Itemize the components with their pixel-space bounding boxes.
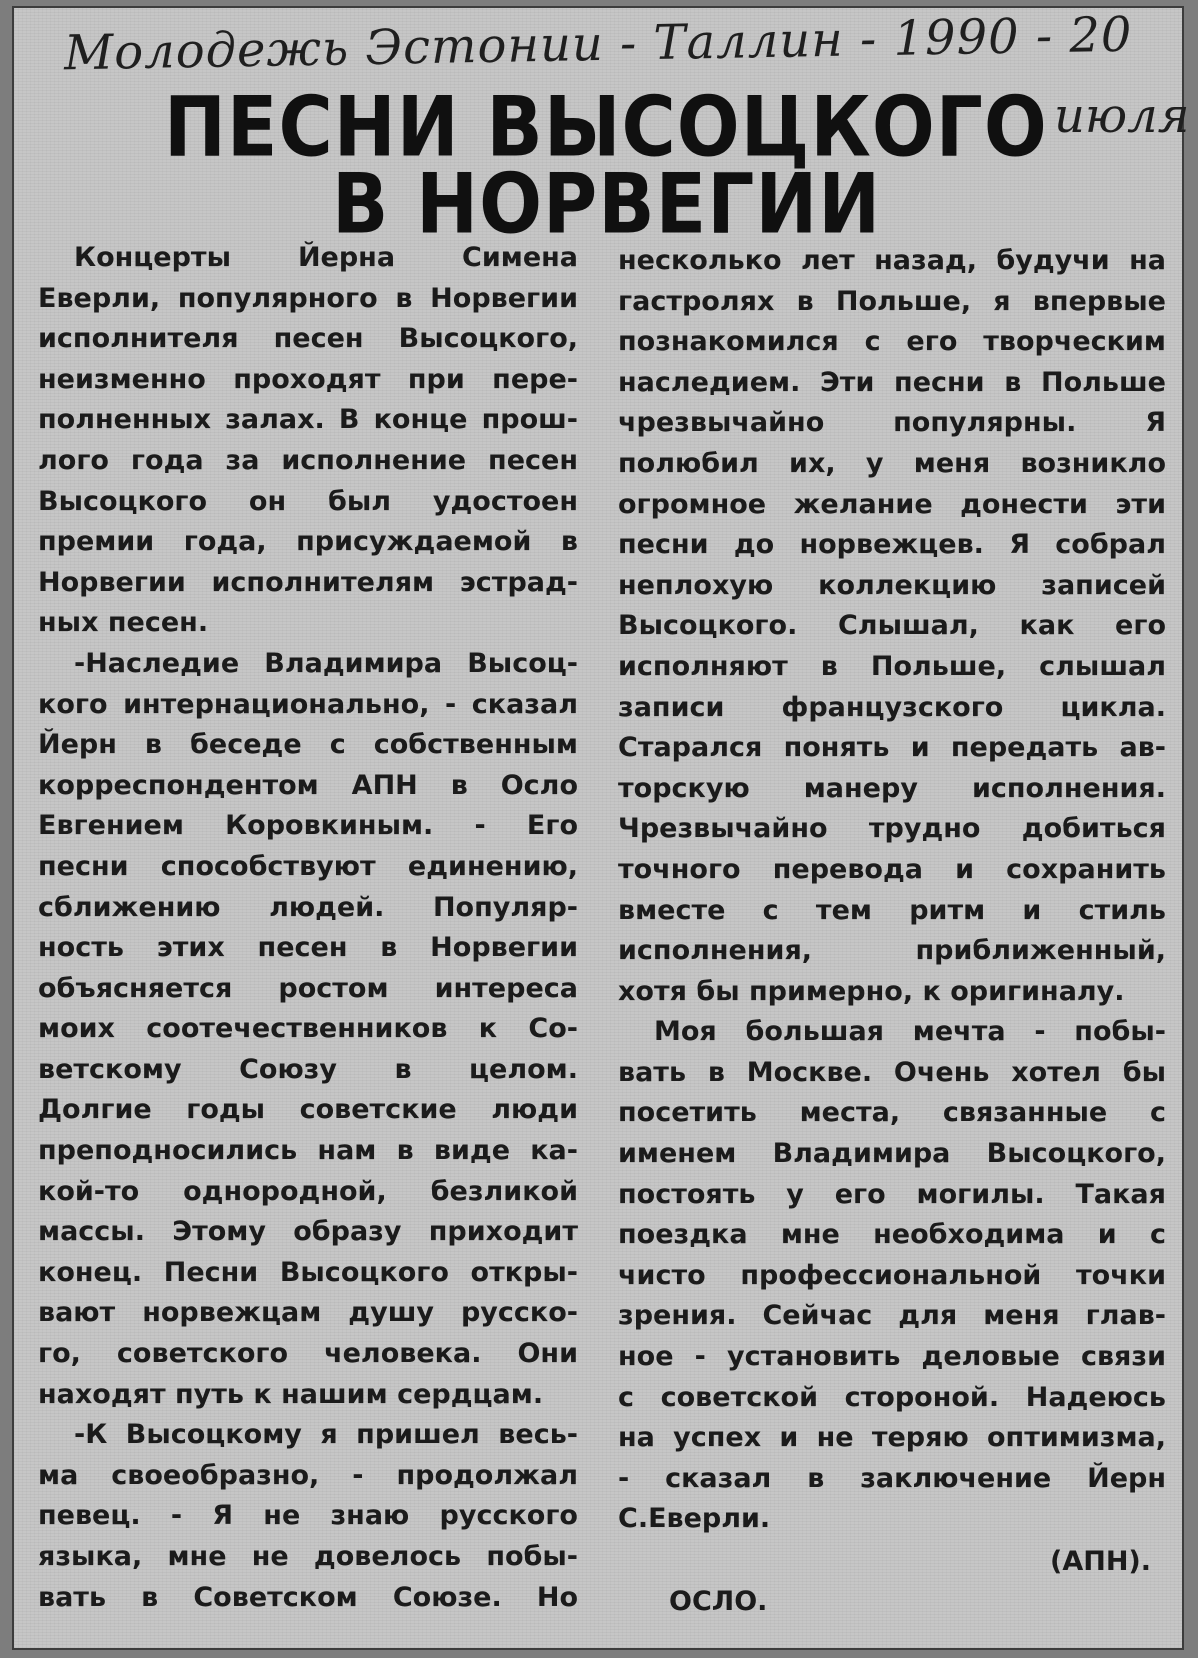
agency-credit: (АПН). [1050,1546,1152,1577]
text-line: зрения. Сейчас для меня глав- [618,1300,1166,1332]
text-line: Долгие годы советские люди [38,1094,578,1126]
text-line: неплохую коллекцию записей [618,569,1166,601]
text-line: Норвегии исполнителям эстрад- [38,566,578,598]
text-line: ность этих песен в Норвегии [38,932,578,964]
handwritten-source-note: Молодежь Эстонии - Таллин - 1990 - 20 [63,6,1133,82]
text-line: исполнения, приближенный, [618,935,1166,967]
text-line: ветскому Союзу в целом. [38,1053,578,1085]
newspaper-clipping [12,6,1190,1650]
text-line: вать в Москве. Очень хотел бы [618,1056,1166,1088]
text-line: певец. - Я не знаю русского [38,1500,578,1532]
article-left-column [38,238,578,1618]
text-line: песни до норвежцев. Я собрал [618,529,1166,561]
text-line: постоять у его могилы. Такая [618,1178,1166,1210]
headline-line-1: ПЕСНИ ВЫСОЦКОГО [164,79,1048,176]
text-line: вать в Советском Союзе. Но [38,1581,578,1613]
text-line: Еверли, популярного в Норвегии [38,282,578,314]
text-line: наследием. Эти песни в Польше [618,366,1166,398]
text-line: -К Высоцкому я пришел весь- [74,1419,578,1451]
text-line: ма своеобразно, - продолжал [38,1459,578,1491]
text-line: кого интернационально, - сказал [38,688,578,720]
text-line: Концерты Йерна Симена [74,242,578,273]
text-line: корреспондентом АПН в Осло [38,769,578,801]
text-line: посетить места, связанные с [618,1097,1166,1129]
text-line: именем Владимира Высоцкого, [618,1138,1166,1170]
text-line: кой-то однородной, безликой [38,1175,578,1207]
text-line: Старался понять и передать ав- [618,732,1166,764]
text-line: точного перевода и сохранить [618,853,1166,885]
text-line: познакомился с его творческим [618,326,1166,358]
text-line: ное - установить деловые связи [618,1341,1166,1373]
text-line: чисто профессиональной точки [618,1259,1166,1291]
text-line: находят путь к нашим сердцам. [38,1378,544,1410]
dateline: ОСЛО. [669,1586,768,1617]
text-line: объясняется ростом интереса [38,972,578,1004]
text-line: Высоцкого. Слышал, как его [618,610,1166,642]
text-line: Моя большая мечта - побы- [654,1016,1166,1048]
text-line: вают норвежцам душу русско- [38,1297,578,1329]
text-line: ных песен. [38,607,209,639]
text-line: неизменно проходят при пере- [38,363,578,395]
text-line: лого года за исполнение песен [38,444,578,476]
text-line: го, советского человека. Они [38,1338,578,1370]
text-line: массы. Этому образу приходит [38,1216,578,1248]
text-line: премии года, присуждаемой в [38,526,578,558]
text-line: языка, мне не довелось побы- [38,1541,578,1572]
text-line: Евгением Коровкиным. - Его [38,810,578,842]
text-line: хотя бы примерно, к оригиналу. [618,975,1125,1007]
text-line: песни способствуют единению, [38,850,578,882]
text-line: С.Еверли. [618,1503,771,1535]
text-line: полюбил их, у меня возникло [618,447,1166,479]
text-line: огромное желание донести эти [618,488,1166,520]
text-line: - сказал в заключение Йерн [618,1462,1166,1494]
text-line: полненных залах. В конце прош- [38,404,578,436]
text-line: преподносились нам в виде ка- [38,1135,578,1167]
text-line: сближению людей. Популяр- [38,891,578,923]
text-line: -Наследие Владимира Высоц- [74,647,578,679]
text-line: поездка мне необходима и с [618,1219,1166,1251]
text-line: исполняют в Польше, слышал [618,650,1166,682]
text-line: с советской стороной. Надеюсь [618,1381,1166,1413]
handwritten-month-note: июля [1054,88,1190,144]
text-line: Йерн в беседе с собственным [38,729,578,761]
headline-line-2: В НОРВЕГИИ [332,156,882,253]
text-line: исполнителя песен Высоцкого, [38,323,578,355]
text-line: торскую манеру исполнения. [618,772,1166,804]
text-line: Высоцкого он был удостоен [38,485,578,517]
text-line: гастролях в Польше, я впервые [618,285,1166,317]
article-right-column [618,241,1166,1540]
text-line: Чрезвычайно трудно добиться [618,813,1166,845]
text-line: чрезвычайно популярны. Я [618,407,1166,439]
text-line: несколько лет назад, будучи на [618,245,1166,276]
text-line: записи французского цикла. [618,691,1166,723]
text-line: моих соотечественников к Со- [38,1013,578,1045]
text-line: на успех и не теряю оптимизма, [618,1422,1166,1454]
text-line: конец. Песни Высоцкого откры- [38,1256,578,1288]
text-line: вместе с тем ритм и стиль [618,894,1166,926]
